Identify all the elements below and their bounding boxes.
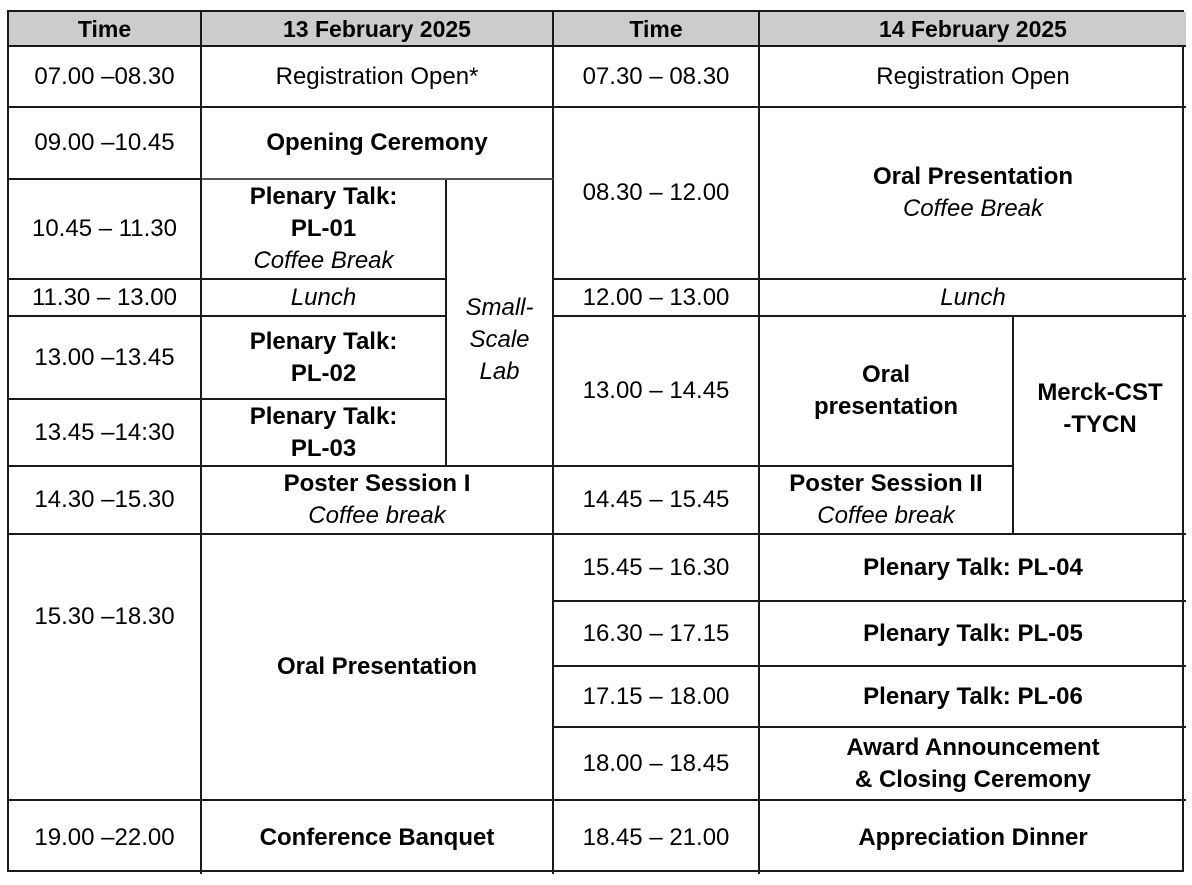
event-code: PL-01: [290, 215, 357, 242]
day2-time-cell: 14.45 – 15.45: [554, 467, 760, 535]
day2-time-cell: 08.30 – 12.00: [554, 108, 760, 280]
event-title: Oral Presentation: [872, 163, 1074, 190]
day2-time-cell: 18.45 – 21.00: [554, 801, 760, 874]
event-note: Coffee Break: [902, 195, 1044, 222]
header-day-1: 13 February 2025: [202, 12, 554, 47]
event-title: Poster Session II: [789, 470, 983, 497]
day2-time-cell: 07.30 – 08.30: [554, 47, 760, 108]
event-note: Coffee break: [817, 502, 955, 529]
header-time-2: Time: [554, 12, 760, 47]
day2-time-cell: 12.00 – 13.00: [554, 280, 760, 317]
day1-time-cell: 07.00 –08.30: [9, 47, 202, 108]
event-code: PL-03: [290, 434, 357, 462]
parallel-label-line: Small-: [465, 294, 534, 321]
event-title: Plenary Talk:: [249, 327, 398, 355]
day2-parallel-merck-cst-tycn: [1014, 317, 1186, 535]
day1-event-plenary-pl03: [202, 400, 447, 467]
day1-parallel-small-scale-lab: [447, 180, 554, 467]
day1-event-oral-presentation: Oral Presentation: [202, 535, 554, 801]
day1-event-poster-session-1: [202, 467, 554, 535]
day1-event-plenary-pl01: [202, 180, 447, 280]
header-time-1: Time: [9, 12, 202, 47]
day1-time-cell: 14.30 –15.30: [9, 467, 202, 535]
event-title: Plenary Talk:: [249, 183, 398, 210]
event-note: Coffee Break: [253, 247, 394, 274]
day2-event-plenary-pl05: Plenary Talk: PL-05: [760, 602, 1186, 667]
day2-event-appreciation-dinner: Appreciation Dinner: [858, 823, 1088, 851]
day1-time-cell: 13.00 –13.45: [9, 317, 202, 400]
day1-event-lunch: Lunch: [202, 280, 447, 317]
day2-event-plenary-pl04: Plenary Talk: PL-04: [760, 535, 1186, 602]
parallel-label-line: -TYCN: [1063, 411, 1137, 438]
event-note: Coffee break: [308, 502, 446, 529]
day1-time-cell: 19.00 –22.00: [9, 801, 202, 874]
day2-event-oral-presentation-morning: [760, 108, 1186, 280]
day2-time-cell: 16.30 – 17.15: [554, 602, 760, 667]
header-day-2: 14 February 2025: [760, 12, 1186, 47]
day2-time-cell: 15.45 – 16.30: [554, 535, 760, 602]
event-title: Oral: [861, 361, 911, 388]
day1-time-cell: 09.00 –10.45: [9, 108, 202, 180]
day1-event-registration: Registration Open*: [202, 47, 554, 108]
day2-time-cell: 18.00 – 18.45: [554, 728, 760, 801]
day2-event-lunch: Lunch: [760, 280, 1186, 317]
day2-event-registration: Registration Open: [760, 47, 1186, 108]
day1-time-cell: 10.45 – 11.30: [9, 180, 202, 280]
event-title: Poster Session I: [283, 470, 471, 497]
day1-time-cell: 11.30 – 13.00: [9, 280, 202, 317]
event-title: Plenary Talk:: [249, 402, 398, 430]
day2-time-cell: 13.00 – 14.45: [554, 317, 760, 467]
day1-time-cell: 15.30 –18.30: [9, 535, 202, 801]
event-title-line2: presentation: [813, 393, 959, 420]
event-title: Award Announcement: [846, 733, 1100, 761]
parallel-label-line: Lab: [479, 358, 520, 385]
day1-event-opening-ceremony: Opening Ceremony: [202, 108, 554, 180]
event-code: PL-02: [290, 359, 357, 387]
schedule-table: [7, 10, 1184, 872]
day2-event-poster-session-2: [760, 467, 1014, 535]
day1-time-cell: 13.45 –14:30: [9, 400, 202, 467]
parallel-label-line: Merck-CST: [1037, 379, 1163, 406]
day1-event-plenary-pl02: [202, 317, 447, 400]
event-title-line2: & Closing Ceremony: [854, 765, 1092, 793]
day2-event-award-closing: [760, 728, 1186, 801]
day1-event-conference-banquet: Conference Banquet: [202, 801, 554, 874]
day2-time-cell: 17.15 – 18.00: [554, 667, 760, 728]
day2-event-oral-presentation-afternoon: [760, 317, 1014, 467]
parallel-label-line: Scale: [469, 326, 530, 353]
day2-event-plenary-pl06: Plenary Talk: PL-06: [760, 667, 1186, 728]
